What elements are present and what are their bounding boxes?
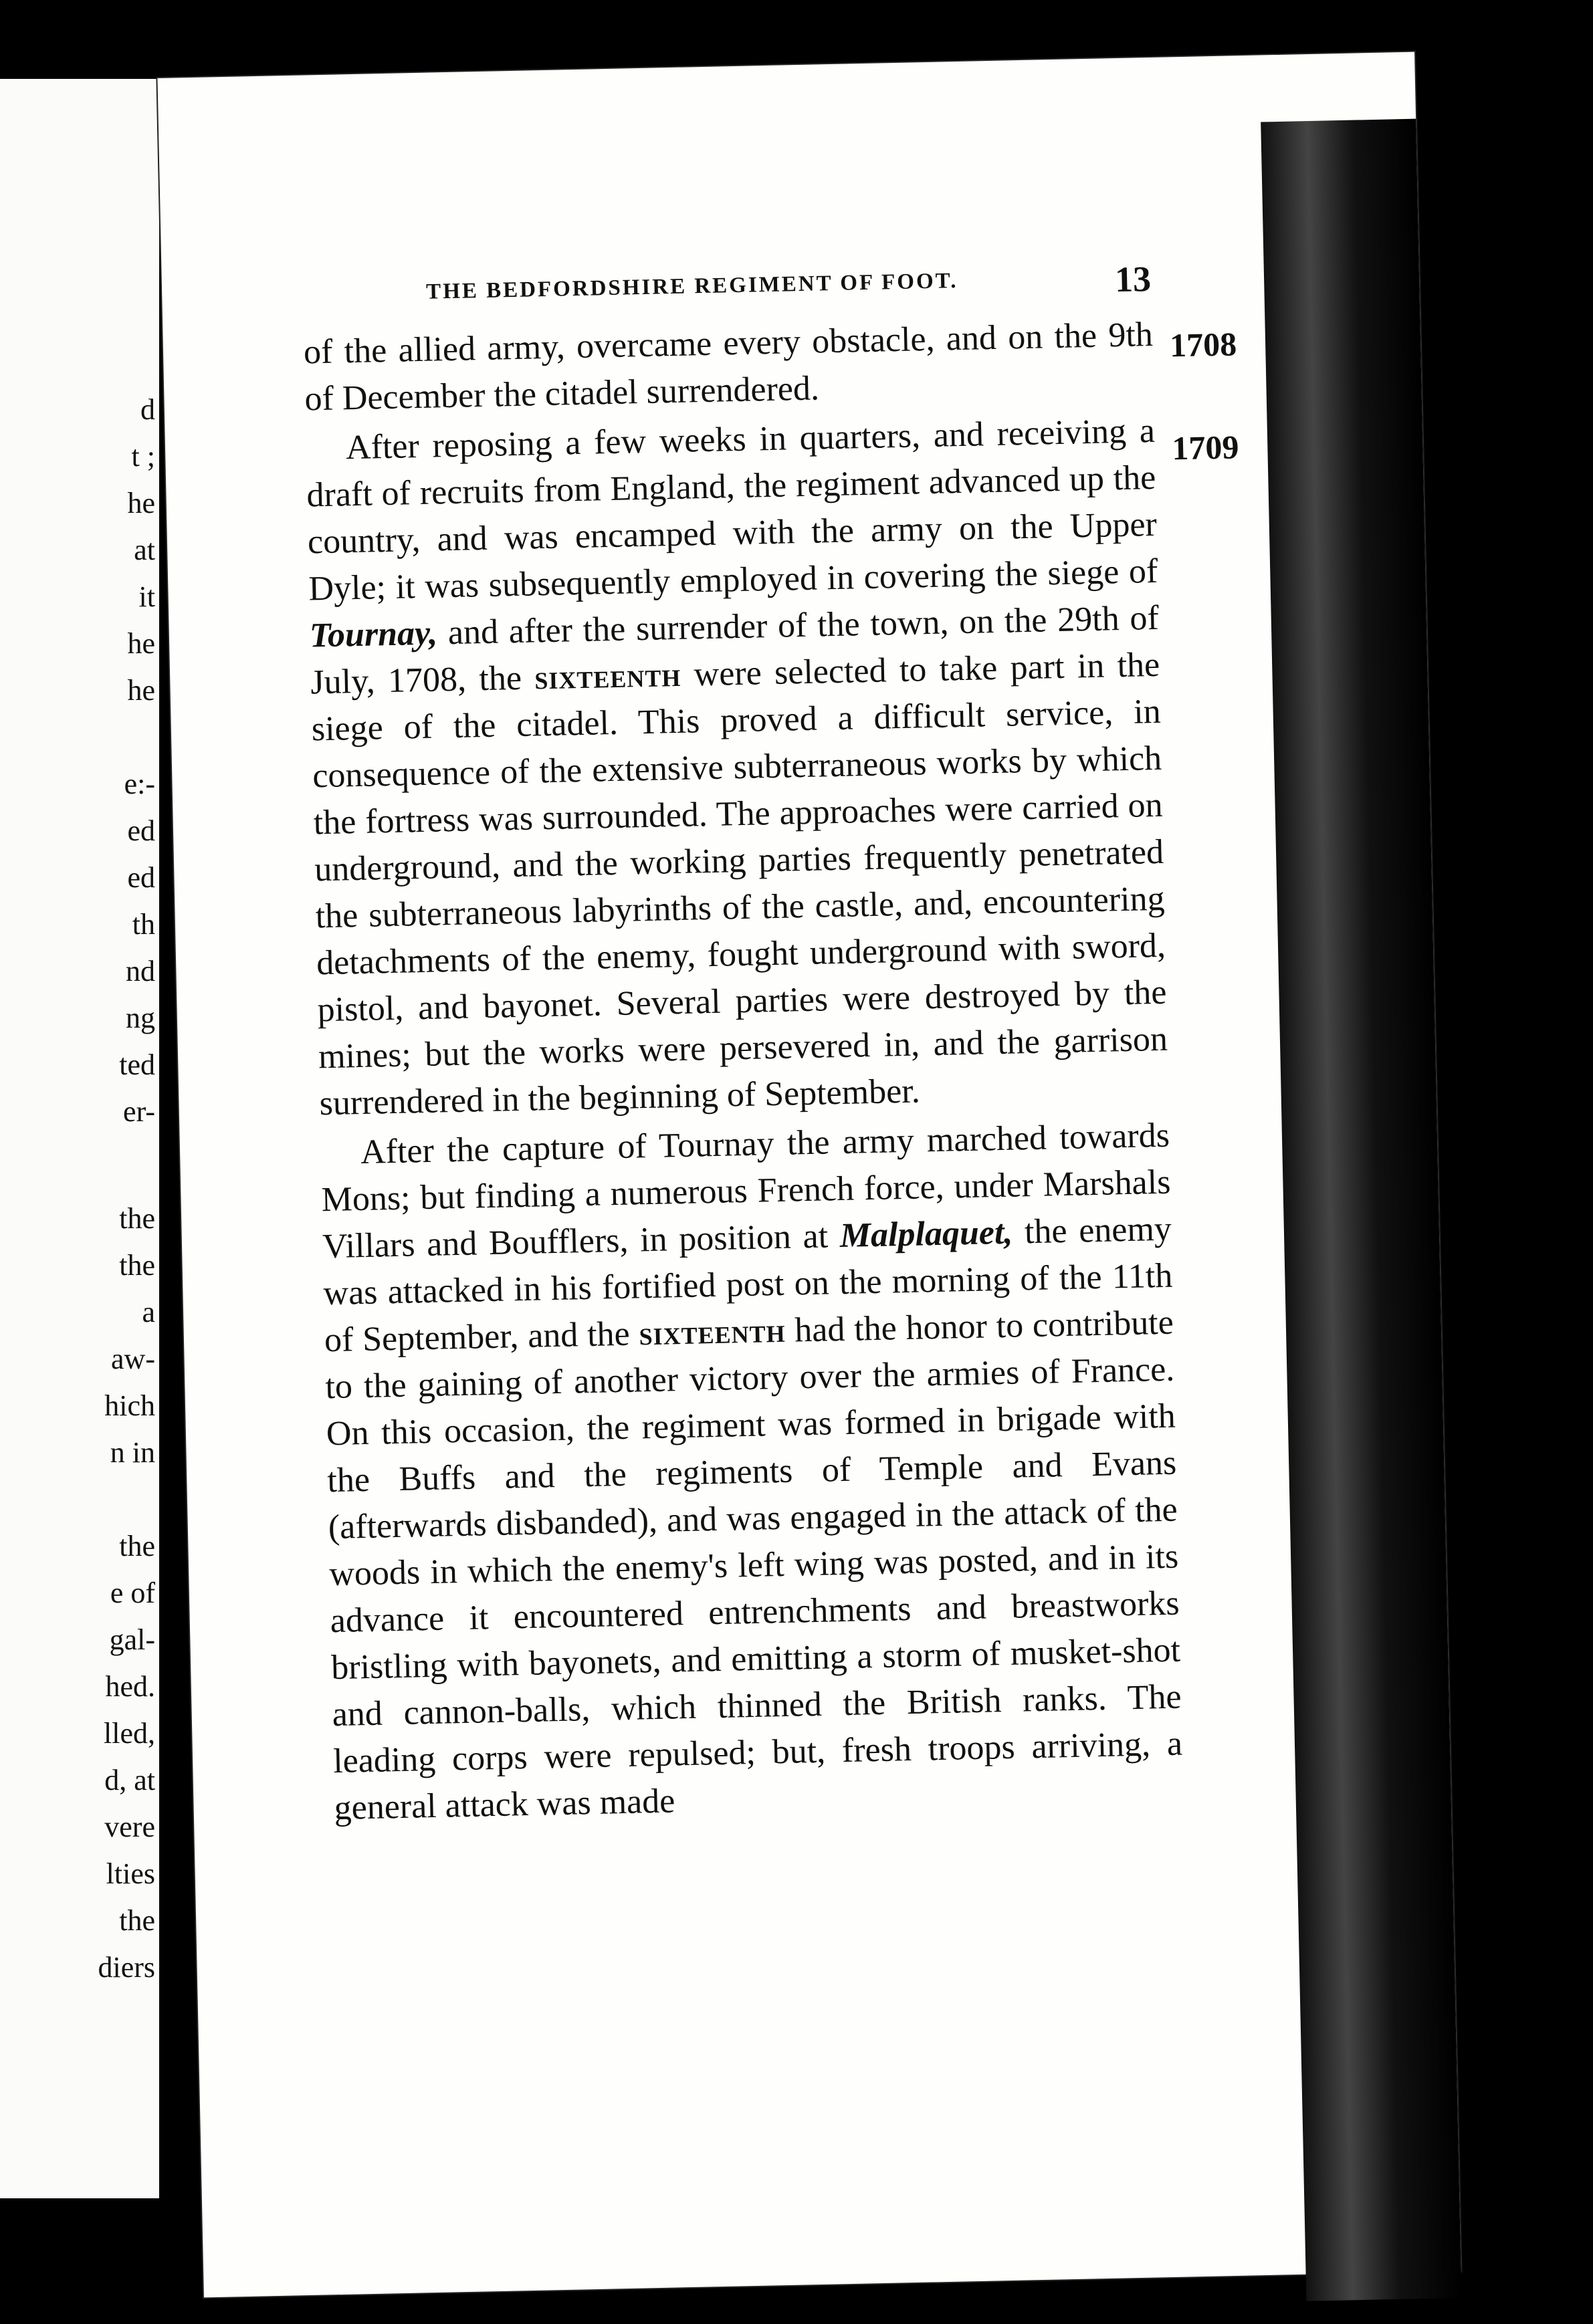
paragraph-text: the enemy was attacked in his fortified post on the morning of the 11th of September, and the <box>322 1209 1173 1360</box>
left-line-fragment: vere <box>104 1811 155 1843</box>
left-line-fragment: n in <box>110 1436 155 1469</box>
left-line-fragment: ed <box>127 814 155 847</box>
running-title: THE BEDFORDSHIRE REGIMENT OF FOOT. <box>425 269 958 304</box>
paragraph-text: After reposing a few weeks in quarters, and receiving a draft of recruits from England, the regiment advanced up the country, and was encamped with the army on the Upper Dyle; it was subsequently employed in covering the siege of <box>306 411 1158 608</box>
left-line-fragment: the <box>119 1249 155 1282</box>
left-line-fragment: d <box>140 393 155 426</box>
place-name: Malplaquet, <box>839 1213 1013 1256</box>
paragraph-text: of the allied army, overcame every obstacle, and on the 9th of December the citadel surrendered. <box>303 315 1154 419</box>
regiment-name: sixteenth <box>638 1311 786 1353</box>
left-line-fragment: a <box>142 1296 155 1328</box>
left-line-fragment: the <box>119 1904 155 1937</box>
left-line-fragment: lties <box>106 1857 155 1890</box>
left-line-fragment: nd <box>126 955 155 987</box>
left-line-fragment: he <box>127 487 155 519</box>
left-line-fragment: t ; <box>131 440 155 473</box>
left-line-fragment: hed. <box>105 1670 155 1703</box>
paragraph-text: had the honor to contribute to the gaining of another victory over the armies of France. On this occasion, the regiment was formed in brigade with the Buffs and the regiments of Temple and Evans (afterwards disbanded), and was engaged in the attack of the woods in which the enemy's left wing was posted, and in its advance it encountered entrenchments and breastworks bristling with bayonets, and emitting a storm of musket-shot and cannon-balls, which thinned the British ranks. The leading corps were repulsed; but, fresh troops arriving, a general attack was made <box>324 1303 1183 1828</box>
left-line-fragment: gal- <box>109 1623 155 1656</box>
regiment-name: sixteenth <box>534 655 681 697</box>
left-line-fragment: the <box>119 1202 155 1235</box>
left-line-fragment: he <box>127 674 155 707</box>
left-line-fragment: e:- <box>124 768 155 800</box>
book-page <box>157 52 1461 2298</box>
left-line-fragment: hich <box>104 1389 155 1422</box>
left-line-fragment: d, at <box>104 1764 155 1796</box>
page-edge-shadow <box>1261 119 1461 2301</box>
left-line-fragment: ng <box>126 1002 155 1034</box>
left-line-fragment: e of <box>110 1577 155 1609</box>
page-number: 13 <box>1114 259 1152 300</box>
left-line-fragment: ted <box>119 1048 155 1081</box>
paragraph <box>305 408 1169 1127</box>
place-name: Tournay, <box>309 614 438 655</box>
left-line-fragment: at <box>134 534 155 566</box>
left-line-fragment: diers <box>98 1951 155 1984</box>
paragraph <box>303 312 1154 423</box>
left-line-fragment: th <box>132 908 155 941</box>
left-line-fragment: ed <box>127 861 155 894</box>
left-line-fragment: lled, <box>104 1717 155 1750</box>
margin-year: 1708 <box>1169 325 1237 364</box>
left-line-fragment: he <box>127 627 155 660</box>
left-page-fragment <box>0 79 159 2198</box>
left-line-fragment: aw- <box>111 1343 155 1375</box>
left-line-fragment: er- <box>123 1095 155 1128</box>
left-line-fragment: it <box>138 580 155 613</box>
margin-year: 1709 <box>1171 428 1239 467</box>
paragraph-text: were selected to take part in the siege of the citadel. This proved a difficult service, in consequence of the extensive subterraneous works by which the fortress was surrounded. The approaches were carried on underground, and the working parties frequently penetrated the subterraneous labyrinths of the castle, and, encountering detachments of the enemy, fought underground with sword, pistol, and bayonet. Several parties were destroyed by the mines; but the works were persevered in, and the garrison surrendered in the beginning of September. <box>311 645 1168 1123</box>
running-head <box>162 253 1420 319</box>
left-line-fragment: the <box>119 1530 155 1562</box>
paragraph <box>320 1113 1184 1832</box>
body-text <box>303 312 1184 1832</box>
paragraph-text: After the capture of Tournay the army marched towards Mons; but finding a numerous French force, under Marshals Villars and Boufflers, in position at <box>321 1116 1171 1266</box>
paragraph-text: and after the surrender of the town, on the 29th of July, 1708, the <box>310 598 1160 702</box>
